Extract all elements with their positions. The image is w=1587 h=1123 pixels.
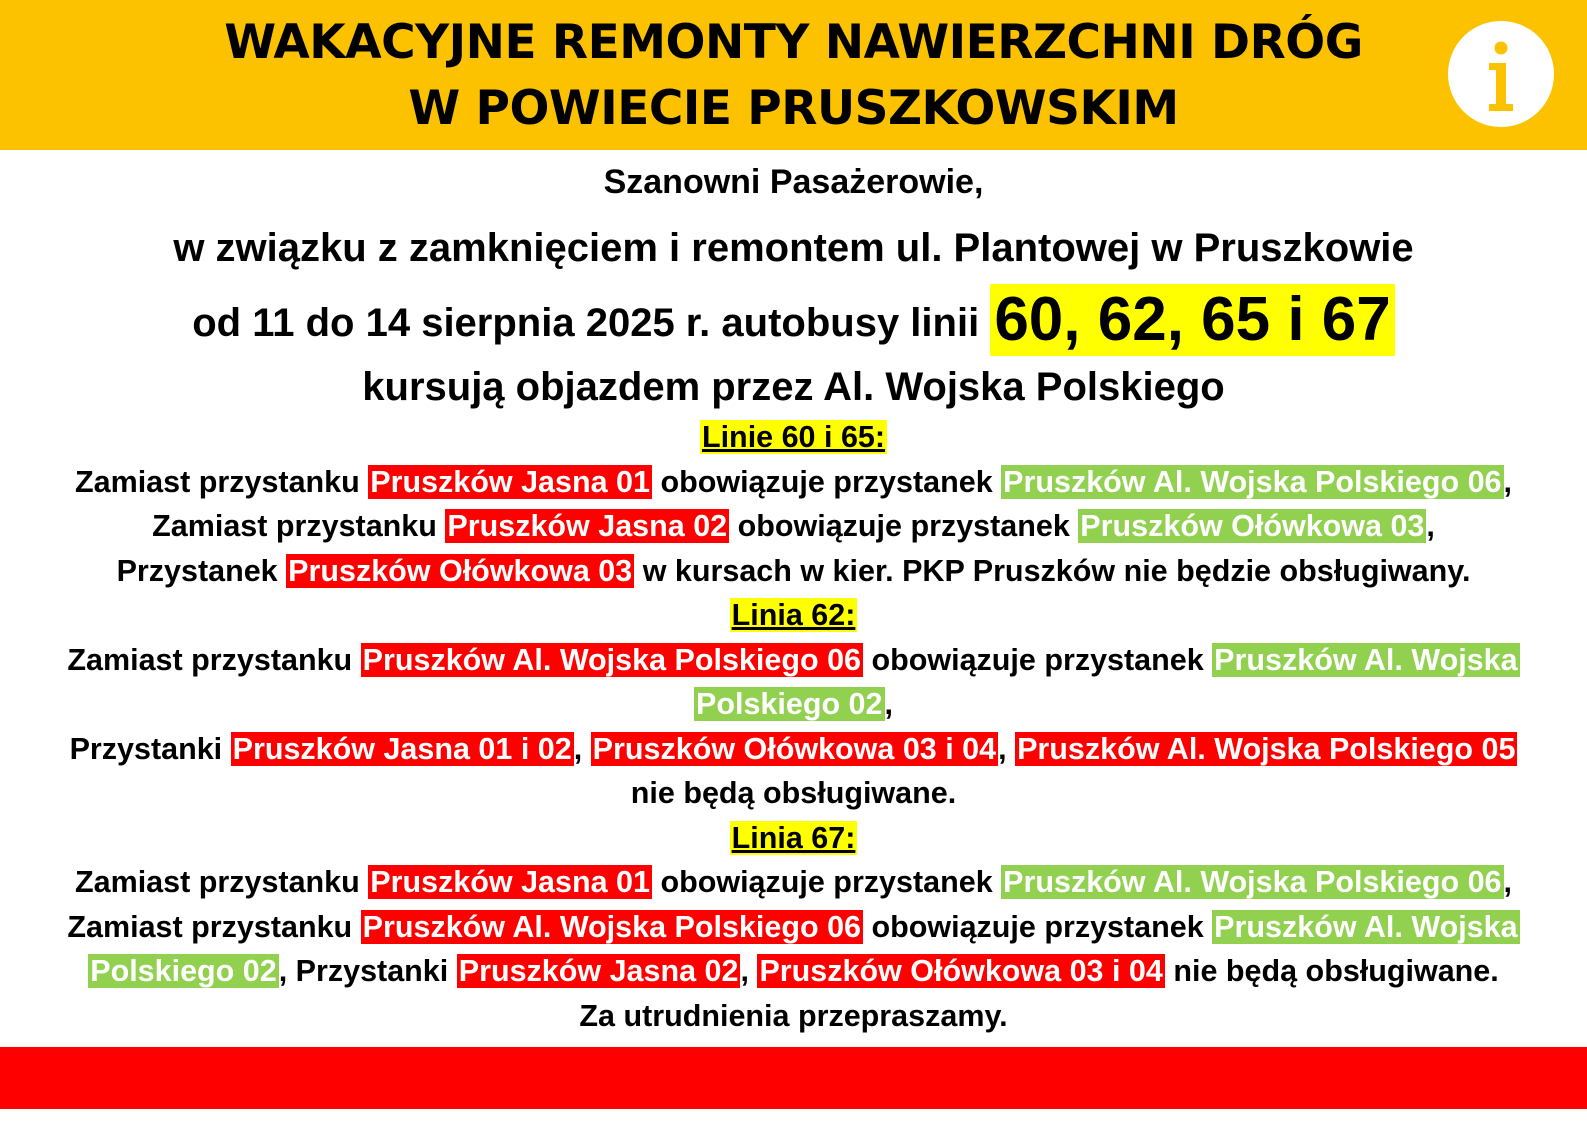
closed-stop: Pruszków Ołówkowa 03 i 04 (759, 954, 1163, 988)
closed-stop: Pruszków Jasna 02 (458, 954, 739, 988)
notice-body (20, 152, 1567, 1038)
header-banner (0, 0, 1587, 150)
section-2-line-2 (20, 727, 1567, 772)
section-1-heading-row (20, 415, 1567, 460)
section-2-heading-row (20, 593, 1567, 638)
closed-stop: Pruszków Al. Wojska Polskiego 05 (1017, 731, 1516, 766)
replacement-stop: Polskiego 02 (696, 687, 883, 721)
closing-line: Za utrudnienia przepraszamy. (579, 998, 1008, 1033)
footer-bar (0, 1047, 1587, 1109)
section-3-heading-row (20, 816, 1567, 861)
text: obowiązuje przystanek (660, 865, 993, 899)
section-1-line-3 (20, 549, 1567, 594)
intro-line-2 (20, 284, 1567, 359)
punct: , (884, 687, 893, 721)
section-1-line-1 (20, 460, 1567, 505)
section-2-line-3: nie będą obsługiwane. (630, 776, 957, 810)
closed-stop: Pruszków Jasna 01 (370, 865, 650, 899)
punct: , (573, 731, 583, 766)
text: Przystanek (116, 553, 278, 588)
punct: , (1426, 509, 1435, 543)
replacement-stop: Pruszków Al. Wojska (1214, 642, 1518, 677)
bus-lines-highlight: 60, 62, 65 i 67 (990, 284, 1394, 356)
closed-stop: Pruszków Jasna 01 i 02 (232, 731, 572, 766)
text: Zamiast przystanku (67, 909, 353, 944)
title-line-1: WAKACYJNE REMONTY NAWIERZCHNI DRÓG (224, 15, 1363, 70)
section-3-line-3 (20, 949, 1567, 994)
replacement-stop: Pruszków Al. Wojska Polskiego 06 (1003, 865, 1502, 899)
section-3-line-1 (20, 860, 1567, 905)
punct: , (998, 731, 1007, 766)
section-2-heading: Linia 62: (731, 598, 856, 632)
replacement-stop: Polskiego 02 (90, 954, 277, 988)
punct: , (740, 954, 749, 988)
text: Zamiast przystanku (67, 642, 353, 677)
replacement-stop: Pruszków Al. Wojska Polskiego 06 (1003, 464, 1502, 499)
closed-stop: Pruszków Al. Wojska Polskiego 06 (362, 642, 861, 677)
text: Zamiast przystanku (152, 509, 437, 543)
info-icon (1448, 21, 1554, 127)
closed-stop: Pruszków Ołówkowa 03 (288, 553, 633, 588)
punct: , (1503, 464, 1512, 499)
closed-stop: Pruszków Ołówkowa 03 i 04 (592, 731, 997, 766)
greeting: Szanowni Pasażerowie, (603, 163, 984, 201)
closed-stop: Pruszków Jasna 02 (447, 509, 728, 543)
intro-line-2-text: od 11 do 14 sierpnia 2025 r. autobusy linii (192, 301, 980, 345)
replacement-stop: Pruszków Al. Wojska (1214, 909, 1518, 944)
text: obowiązuje przystanek (737, 509, 1070, 543)
closed-stop: Pruszków Jasna 01 (370, 464, 650, 499)
text: w kursach w kier. PKP Pruszków nie będzie obsługiwany. (642, 553, 1471, 588)
section-1-heading: Linie 60 i 65: (701, 420, 886, 454)
section-1-line-2 (20, 504, 1567, 549)
section-2-line-1-cont (20, 682, 1567, 727)
closed-stop: Pruszków Al. Wojska Polskiego 06 (362, 909, 861, 944)
replacement-stop: Pruszków Ołówkowa 03 (1080, 509, 1425, 543)
intro-line-3: kursują objazdem przez Al. Wojska Polskiego (362, 365, 1225, 409)
text: Zamiast przystanku (75, 865, 360, 899)
text: obowiązuje przystanek (660, 464, 993, 499)
section-3-line-2 (20, 905, 1567, 950)
text: Przystanki (69, 731, 223, 766)
text: obowiązuje przystanek (871, 909, 1204, 944)
section-3-heading: Linia 67: (731, 820, 856, 855)
punct: , (1503, 865, 1512, 899)
text: Zamiast przystanku (75, 464, 360, 499)
text: obowiązuje przystanek (871, 642, 1204, 677)
intro-line-1: w związku z zamknięciem i remontem ul. Plantowej w Pruszkowie (173, 226, 1414, 270)
text: nie będą obsługiwane. (1173, 954, 1499, 988)
section-2-line-1 (20, 638, 1567, 683)
page-title (0, 10, 1587, 142)
title-line-2: W POWIECIE PRUSZKOWSKIM (408, 81, 1179, 136)
text: , Przystanki (278, 954, 449, 988)
